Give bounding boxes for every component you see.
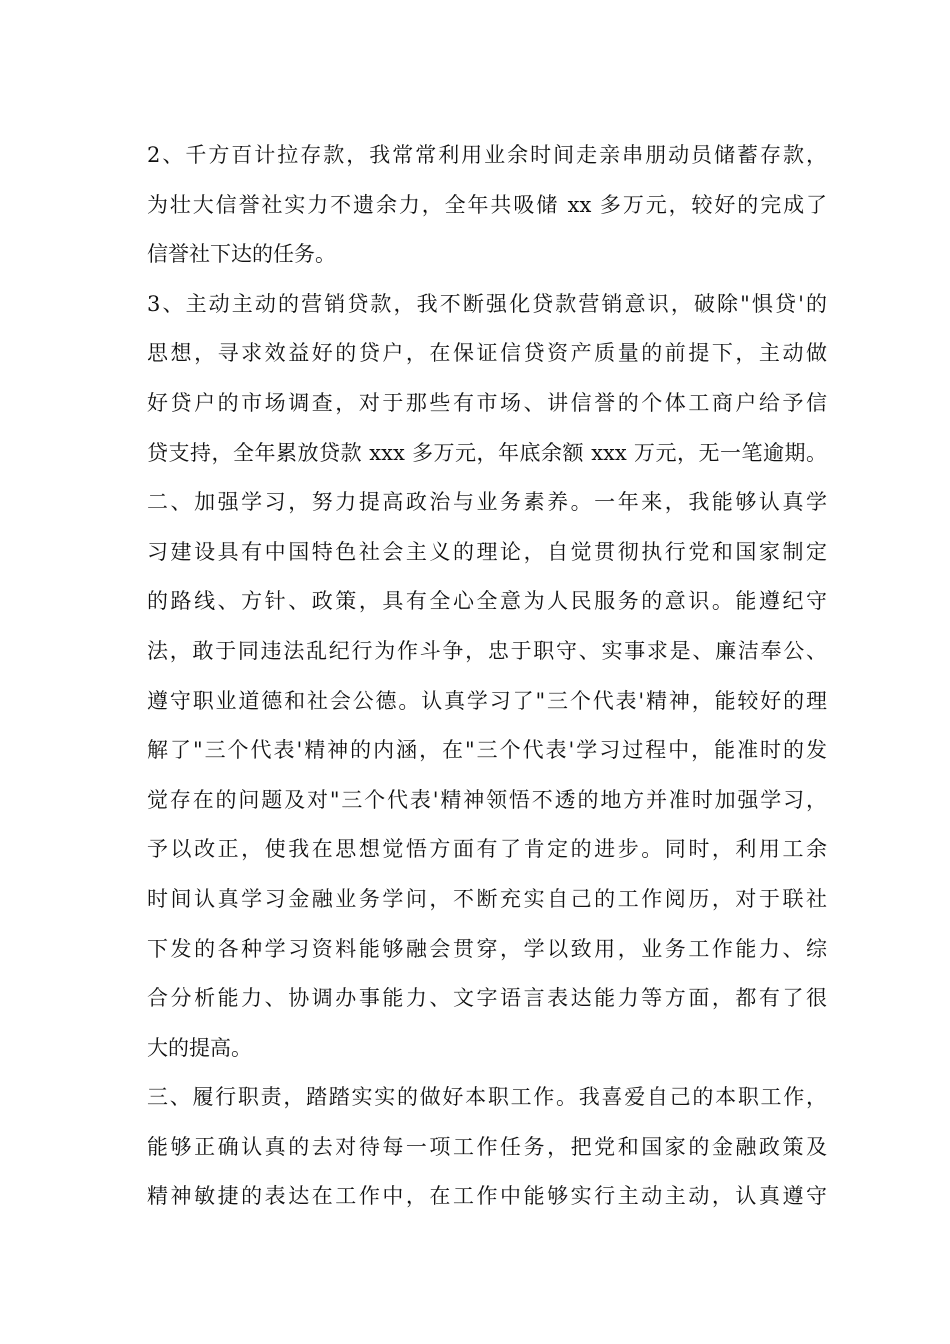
text-line: 大的提高。	[147, 1035, 252, 1060]
text-line: 二、加强学习，努力提高政治与业务素养。一年来，我能够认真学	[147, 490, 827, 515]
text-line: 精神敏捷的表达在工作中，在工作中能够实行主动主动，认真遵守	[147, 1184, 827, 1209]
text-line: 习建设具有中国特色社会主义的理论，自觉贯彻执行党和国家制定	[147, 539, 827, 564]
text-line: 解了"三个代表'精神的内涵，在"三个代表'学习过程中，能准时的发	[147, 738, 827, 763]
text-line: 合分析能力、协调办事能力、文字语言表达能力等方面，都有了很	[147, 986, 827, 1011]
text-line: 时间认真学习金融业务学问，不断充实自己的工作阅历，对于联社	[147, 886, 827, 911]
text-line: 觉存在的问题及对"三个代表'精神领悟不透的地方并准时加强学习，	[147, 787, 827, 812]
text-line: 予以改正，使我在思想觉悟方面有了肯定的进步。同时，利用工余	[147, 837, 827, 862]
text-line: 能够正确认真的去对待每一项工作任务，把党和国家的金融政策及	[147, 1134, 827, 1159]
text-line: 贷支持，全年累放贷款 xxx 多万元，年底余额 xxx 万元，无一笔逾期。	[147, 440, 827, 465]
text-line: 信誉社下达的任务。	[147, 242, 336, 267]
text-line: 下发的各种学习资料能够融会贯穿，学以致用，业务工作能力、综	[147, 936, 827, 961]
text-line: 的路线、方针、政策，具有全心全意为人民服务的意识。能遵纪守	[147, 589, 827, 614]
text-line: 为壮大信誉社实力不遗余力，全年共吸储 xx 多万元，较好的完成了	[147, 192, 827, 217]
text-line: 2、千方百计拉存款，我常常利用业余时间走亲串朋动员储蓄存款，	[147, 143, 827, 167]
text-line: 三、履行职责，踏踏实实的做好本职工作。我喜爱自己的本职工作，	[147, 1085, 827, 1110]
body-text	[147, 131, 827, 1222]
text-line: 法，敢于同违法乱纪行为作斗争，忠于职守、实事求是、廉洁奉公、	[147, 638, 827, 663]
text-line: 思想，寻求效益好的贷户，在保证信贷资产质量的前提下，主动做	[147, 341, 827, 366]
text-line: 好贷户的市场调查，对于那些有市场、讲信誉的个体工商户给予信	[147, 390, 827, 415]
text-line: 遵守职业道德和社会公德。认真学习了"三个代表'精神，能较好的理	[147, 688, 827, 713]
text-line: 3、主动主动的营销贷款，我不断强化贷款营销意识，破除"惧贷'的	[147, 291, 827, 316]
